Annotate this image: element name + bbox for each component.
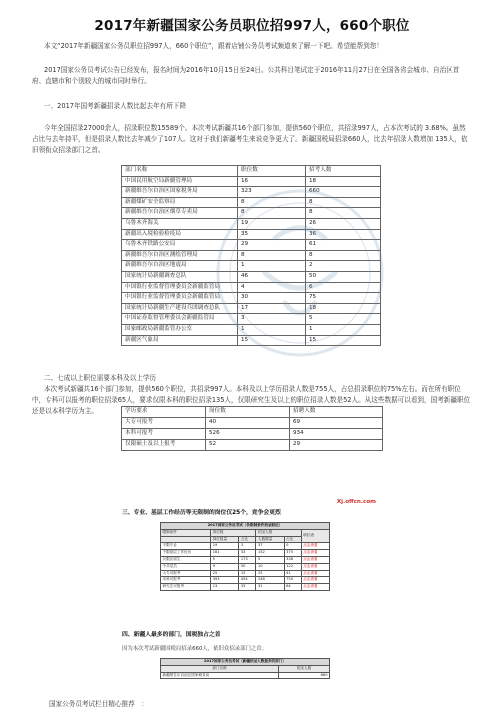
section-heading-4: 四、新疆人最多的部门，国税独占之首 [122, 632, 221, 638]
table-cell: 5 [211, 556, 239, 563]
section-heading-2-text: 二、七成以上职位需要本科及以上学历 [44, 374, 157, 382]
table-cell: 25 [211, 570, 239, 577]
table-row [161, 672, 330, 679]
embedded-infographic [120, 492, 382, 698]
section-heading-3: 三、专业、基层工作经历等无限制的岗位仅25个，竞争会更烈 [122, 510, 281, 516]
table-cell: 乌鲁木齐铁路公安局 [122, 240, 238, 251]
table-cell: 8 [306, 208, 381, 219]
table-row [122, 176, 381, 187]
education-text: 本次考试新疆共16个部门参加，提供560个职位，共招录997人。本科及以上学历招录人数是755人，占总招录职位的75%左右。而在所有职位中，专科可以报考的职位招录65人，要求仅限本科的职位招录135人，仅限研究生及以上的职位招录人数是52人。从这些数据可以看到，国考新疆职位还是以本科学历为主。 [32, 385, 471, 416]
table-row [122, 271, 381, 282]
table-cell: 18 [306, 303, 381, 314]
table-cell: 国家统计局新疆生产建设兵团调查总队 [122, 303, 238, 314]
table-cell: 61 [306, 240, 381, 251]
table-cell: 50 [306, 271, 381, 282]
table-row [122, 418, 383, 429]
table-cell: 中国证券监督管理委员会新疆监管局 [122, 314, 238, 325]
table-cell: 36 [306, 229, 381, 240]
table-cell: 750 [284, 577, 301, 584]
table-cell: 33 [239, 584, 256, 591]
header-cell: 岗位数 [211, 529, 256, 536]
table-cell: 新疆维吾尔自治区烟草专卖局 [122, 208, 238, 219]
table-row [122, 282, 381, 293]
table-cell: 不限专业 [161, 543, 211, 550]
footer-recommendation: 国家公务员考试栏目精心推荐 ： [49, 700, 148, 708]
table-cell: 15 [239, 570, 256, 577]
table-caption-row [161, 659, 330, 666]
header-cell: 占比 [239, 536, 256, 543]
table-cell: 新疆出入境检验检疫局 [122, 229, 238, 240]
table-cell: 国家统计局新疆调查总队 [122, 271, 238, 282]
view-link[interactable]: 点击查看 [301, 584, 329, 591]
header-cell: 招聘人数 [290, 407, 383, 418]
table-cell: 26 [306, 218, 381, 229]
table-cell: 40 [206, 418, 290, 429]
table-header-row [122, 166, 381, 177]
table-row [122, 208, 381, 219]
table-cell: 4 [238, 282, 306, 293]
table-cell: 75 [306, 293, 381, 304]
table-cell: 6 [306, 282, 381, 293]
table-cell: 中国民用航空局新疆管理局 [122, 176, 238, 187]
header-cell: 招考人数 [306, 166, 381, 177]
table-cell: 中国银行业监督管理委员会新疆监管局 [122, 282, 238, 293]
table-cell: 660 [306, 187, 381, 198]
table-row [122, 335, 381, 346]
table-cell: 122 [284, 563, 301, 570]
education-table [121, 406, 383, 451]
table-cell: 52 [206, 440, 290, 451]
table-cell: 50 [239, 563, 256, 570]
section-heading-1-text: 一、2017年国考新疆招录人数比起去年有所下降 [44, 102, 187, 110]
table-cell: 新疆维吾尔自治区国家税务局 [161, 672, 279, 679]
header-cell: 限制条件 [161, 529, 211, 536]
table-cell: 10 [256, 563, 284, 570]
table-caption: 2017国家公务员考试（新疆招录人数最多的部门） [161, 659, 330, 666]
table-row [122, 293, 381, 304]
table-cell: 8 [306, 197, 381, 208]
table-row [122, 229, 381, 240]
table-cell: 29 [238, 240, 306, 251]
view-link[interactable]: 点击查看 [301, 543, 329, 550]
table-cell: 19 [211, 543, 239, 550]
table-cell: 2 [306, 261, 381, 272]
table-cell: 30 [238, 293, 306, 304]
table-cell: 1 [238, 324, 306, 335]
source-brand: Xj.offcn.com [336, 499, 376, 505]
table-cell: 3 [239, 543, 256, 550]
table-cell: 338 [284, 556, 301, 563]
table-cell: 526 [206, 429, 290, 440]
view-link[interactable]: 点击查看 [301, 563, 329, 570]
header-cell: 招录人数 [279, 665, 330, 672]
table-row [161, 570, 330, 577]
table-cell: 新疆维吾尔自治区测绘管理局 [122, 250, 238, 261]
view-link[interactable]: 点击查看 [301, 556, 329, 563]
table-cell: 1 [306, 324, 381, 335]
table-cell: 乌鲁木齐海关 [122, 218, 238, 229]
table-cell: 不限基层工作经历 [161, 550, 211, 557]
table-row [122, 440, 383, 451]
table-row [122, 240, 381, 251]
table-row [161, 584, 330, 591]
table-cell: 大专可报考 [161, 570, 211, 577]
recruitment-text: 今年全国招录27000余人，招录职位数15589个。本次考试新疆共16个部门参加，提供560个职位，共招录997人，占本次考试的 3.68%。虽然占比与去年持平，但是招录人数比去年减少了107人。这对于我们新疆考生来说竞争更大了。新疆国税局招录660人，比去年招录人数增加 135人，依旧领衔众招录部门之首。 [32, 124, 468, 155]
table-cell: 13 [211, 584, 239, 591]
table-cell: 29 [290, 440, 383, 451]
table-caption: 2017国家公务员考试（各限制条件招录职位） [161, 523, 330, 530]
table-cell: 1 [238, 261, 306, 272]
header-cell: 岗位数量 [211, 536, 239, 543]
header-cell: 部门名称 [161, 665, 279, 672]
table-cell: 181 [211, 550, 239, 557]
table-cell: 25 [256, 570, 284, 577]
table-header-row [161, 665, 330, 672]
table-cell: 152 [256, 550, 284, 557]
view-link[interactable]: 点击查看 [301, 577, 329, 584]
header-cell: 部门名称 [122, 166, 238, 177]
table-header-row [122, 407, 383, 418]
recruitment-paragraph [32, 123, 472, 157]
section-heading-2 [32, 373, 472, 384]
table-row [161, 577, 330, 584]
header-cell: 人数数量 [256, 536, 284, 543]
table-row [122, 429, 383, 440]
table-cell: 454 [239, 577, 256, 584]
table-header-row [161, 529, 330, 536]
header-cell: 岗位数 [206, 407, 290, 418]
table-cell: 本科可报考 [161, 577, 211, 584]
table-cell: 大专可报考 [122, 418, 206, 429]
department-table [121, 165, 381, 346]
table-cell: 64 [284, 584, 301, 591]
table-cell: 中共党员 [161, 563, 211, 570]
restriction-table [160, 522, 330, 591]
table-row [122, 250, 381, 261]
table-cell: 33 [239, 550, 256, 557]
table-cell: 69 [290, 418, 383, 429]
table-cell: 17 [238, 303, 306, 314]
table-cell: 19 [238, 218, 306, 229]
table-cell: 248 [256, 577, 284, 584]
table-cell: 仅限应届生 [161, 556, 211, 563]
table-cell: 新疆区气象局 [122, 335, 238, 346]
table-cell: 41 [284, 570, 301, 577]
table-cell: 中国银行业监督管理委员会新疆监管局 [122, 293, 238, 304]
intro-text: 本文“2017年新疆国家公务员职位招997人，660个职位”，跟着店铺公务员考试频道来了解一下吧。希望能帮到您！ [44, 42, 383, 50]
table-cell: 5 [306, 314, 381, 325]
header-cell: 职位数 [238, 166, 306, 177]
section-4-text: 因为本次考试新疆国税局招录660人，依旧众招录部门之首。 [122, 646, 268, 652]
view-link[interactable]: 点击查看 [301, 570, 329, 577]
table-row [161, 556, 330, 563]
table-cell: 新疆煤矿安全监察局 [122, 197, 238, 208]
table-cell: 3 [238, 314, 306, 325]
table-cell: 新疆维吾尔自治区国家税务局 [122, 187, 238, 198]
table-cell: 18 [306, 176, 381, 187]
article-title: 2017年新疆国家公务员职位招997人，660个职位 [94, 18, 410, 34]
section-heading-1 [32, 101, 472, 112]
table-cell: 本科可报考 [122, 429, 206, 440]
table-caption-row [161, 523, 330, 530]
table-cell: 5 [256, 556, 284, 563]
view-link[interactable]: 点击查看 [301, 550, 329, 557]
top-department-table [160, 658, 330, 679]
header-cell: 占比 [284, 536, 301, 543]
table-cell: 16 [238, 176, 306, 187]
table-row [122, 197, 381, 208]
table-cell: 8 [238, 197, 306, 208]
table-cell: 393 [211, 577, 239, 584]
table-row [122, 261, 381, 272]
table-cell: 37 [256, 543, 284, 550]
table-row [161, 543, 330, 550]
table-row [122, 187, 381, 198]
table-row [161, 550, 330, 557]
table-row [122, 218, 381, 229]
table-row [122, 314, 381, 325]
table-row [161, 563, 330, 570]
table-cell: 9 [211, 563, 239, 570]
table-cell: 8 [306, 250, 381, 261]
table-cell: 375 [284, 550, 301, 557]
table-cell: 新疆维吾尔自治区地震局 [122, 261, 238, 272]
table-cell: 仅限硕士及以上报考 [122, 440, 206, 451]
table-cell: 660 [279, 672, 330, 679]
announcement-paragraph [32, 65, 472, 87]
table-cell: 国家邮政局新疆监管办公室 [122, 324, 238, 335]
table-cell: 934 [290, 429, 383, 440]
table-cell: 323 [238, 187, 306, 198]
table-cell: 35 [238, 229, 306, 240]
header-cell: 职位表 [301, 529, 329, 543]
table-cell: 8 [238, 250, 306, 261]
table-cell: 研究生可报考 [161, 584, 211, 591]
header-cell: 招录人数 [256, 529, 301, 536]
header-cell: 学历要求 [122, 407, 206, 418]
table-cell: 46 [238, 271, 306, 282]
table-cell: 173 [239, 556, 256, 563]
table-row [122, 303, 381, 314]
table-cell: 0 [284, 543, 301, 550]
table-cell: 31 [256, 584, 284, 591]
announcement-text: 2017国家公务员考试公告已经发布，报名时间为2016年10月15日至24日。公共科目笔试定于2016年11月27日在全国各省会城市、自治区首府、直辖市和个别较大的城市同时举行。 [32, 66, 460, 86]
header-cell [161, 536, 211, 543]
intro-paragraph [32, 41, 472, 52]
table-cell: 15 [306, 335, 381, 346]
table-cell: 15 [238, 335, 306, 346]
table-cell: 8 [238, 208, 306, 219]
table-row [122, 324, 381, 335]
